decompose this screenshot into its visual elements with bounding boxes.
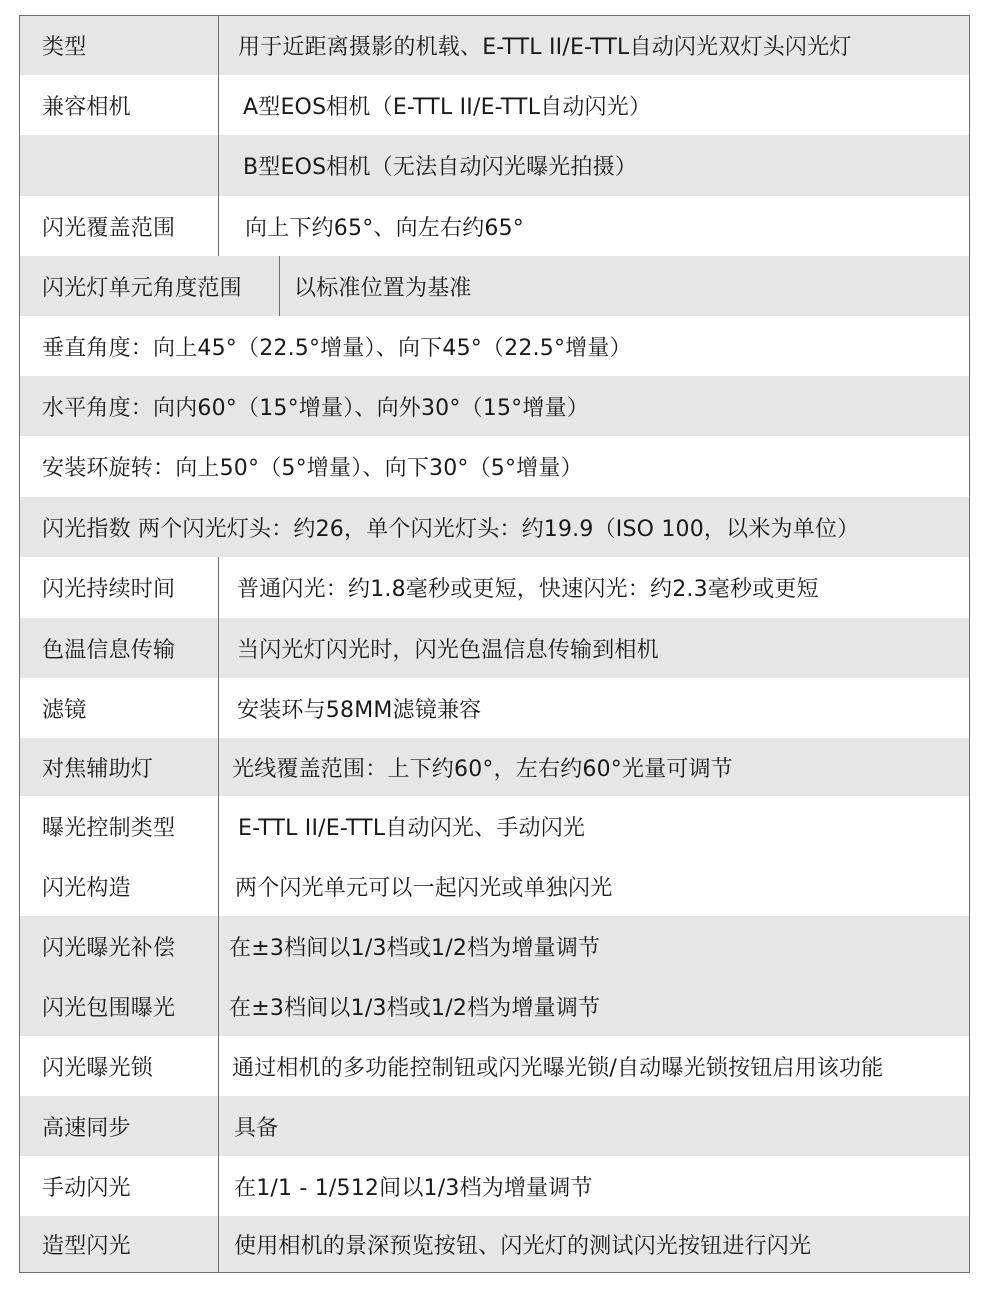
column-divider	[218, 16, 219, 75]
table-row	[20, 135, 969, 196]
table-row	[20, 316, 969, 376]
row-text: 水平角度：向内60°（15°增量）、向外30°（15°增量）	[42, 395, 589, 421]
column-divider	[218, 1036, 219, 1096]
row-label: 对焦辅助灯	[42, 756, 154, 782]
row-label: 闪光曝光补偿	[42, 935, 176, 961]
row-value: B型EOS相机（无法自动闪光曝光拍摄）	[243, 155, 638, 180]
table-row	[20, 1036, 969, 1096]
row-label: 造型闪光	[42, 1233, 131, 1259]
table-row	[20, 256, 969, 316]
row-text: 闪光指数 两个闪光灯头：约26，单个闪光灯头：约19.9（ISO 100，以米为单位）	[42, 516, 860, 542]
row-value: 普通闪光：约1.8毫秒或更短，快速闪光：约2.3毫秒或更短	[237, 577, 819, 602]
row-value: 两个闪光单元可以一起闪光或单独闪光	[235, 875, 613, 901]
table-row	[20, 376, 969, 436]
row-value: 使用相机的景深预览按钮、闪光灯的测试闪光按钮进行闪光	[234, 1233, 812, 1259]
row-label: 曝光控制类型	[42, 815, 176, 841]
row-label: 手动闪光	[42, 1175, 131, 1201]
table-row	[20, 1216, 969, 1272]
row-label: 滤镜	[42, 697, 87, 723]
column-divider	[218, 557, 219, 618]
row-label: 类型	[42, 35, 87, 60]
column-divider	[218, 738, 219, 796]
row-value: 通过相机的多功能控制钮或闪光曝光锁/自动曝光锁按钮启用该功能	[232, 1055, 884, 1081]
row-label: 闪光构造	[42, 875, 131, 901]
table-row	[20, 678, 969, 738]
table-row	[20, 1096, 969, 1156]
row-text: 垂直角度：向上45°（22.5°增量）、向下45°（22.5°增量）	[42, 335, 632, 361]
column-divider	[218, 135, 219, 196]
spec-table	[19, 15, 970, 1273]
table-row	[20, 1156, 969, 1216]
row-label: 兼容相机	[42, 94, 131, 120]
row-value: 光线覆盖范围：上下约60°，左右约60°光量可调节	[232, 756, 733, 782]
column-divider	[218, 1096, 219, 1156]
table-row	[20, 436, 969, 497]
table-row	[20, 196, 969, 256]
table-row	[20, 738, 969, 796]
table-row	[20, 75, 969, 135]
row-label: 闪光覆盖范围	[42, 215, 176, 241]
table-row	[20, 856, 969, 916]
row-label: 闪光包围曝光	[42, 995, 176, 1021]
row-label: 色温信息传输	[42, 637, 176, 663]
row-value: 在±3档间以1/3档或1/2档为增量调节	[229, 995, 601, 1021]
row-value: 在1/1 - 1/512间以1/3档为增量调节	[234, 1175, 593, 1201]
row-value: 向上下约65°、向左右约65°	[245, 215, 524, 241]
row-value: 在±3档间以1/3档或1/2档为增量调节	[229, 935, 601, 961]
column-divider	[218, 1156, 219, 1216]
column-divider	[279, 256, 280, 316]
row-label: 闪光曝光锁	[42, 1055, 154, 1081]
row-label: 闪光灯单元角度范围	[42, 275, 242, 301]
table-row	[20, 16, 969, 75]
column-divider	[218, 1216, 219, 1272]
row-value: 用于近距离摄影的机载、E-TTL II/E-TTL自动闪光双灯头闪光灯	[238, 35, 852, 60]
row-value: 当闪光灯闪光时，闪光色温信息传输到相机	[237, 637, 659, 663]
row-text: 安装环旋转：向上50°（5°增量）、向下30°（5°增量）	[42, 456, 583, 481]
table-row	[20, 497, 969, 557]
column-divider	[218, 976, 219, 1036]
table-row	[20, 796, 969, 856]
column-divider	[218, 75, 219, 135]
row-value: A型EOS相机（E-TTL II/E-TTL自动闪光）	[243, 94, 652, 120]
row-label: 闪光持续时间	[42, 577, 176, 602]
row-value: E-TTL II/E-TTL自动闪光、手动闪光	[238, 815, 586, 841]
row-value: 安装环与58MM滤镜兼容	[237, 697, 482, 723]
row-value: 以标准位置为基准	[294, 275, 472, 301]
table-row	[20, 916, 969, 976]
row-value: 具备	[234, 1115, 279, 1141]
column-divider	[218, 678, 219, 738]
column-divider	[218, 196, 219, 256]
table-row	[20, 557, 969, 618]
column-divider	[218, 856, 219, 916]
column-divider	[218, 796, 219, 856]
column-divider	[218, 916, 219, 976]
table-row	[20, 976, 969, 1036]
column-divider	[218, 618, 219, 678]
table-row	[20, 618, 969, 678]
row-label: 高速同步	[42, 1115, 131, 1141]
